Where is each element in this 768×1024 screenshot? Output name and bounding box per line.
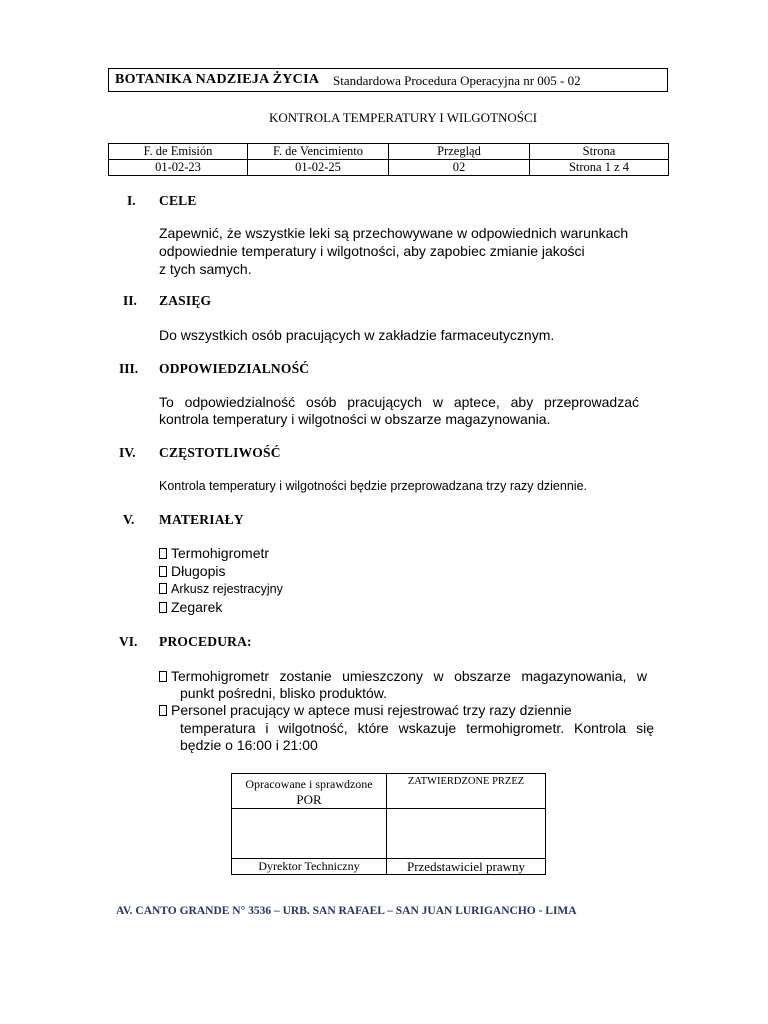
approved-by-cell bbox=[387, 774, 546, 809]
list-item-label: Termohigrometr bbox=[171, 545, 270, 561]
text-line: To odpowiedzialność osób pracujących w aptece, aby przeprowadzać bbox=[159, 394, 639, 410]
section-title-procedure: PROCEDURA: bbox=[159, 634, 252, 649]
checkbox-bullet-icon bbox=[159, 566, 167, 577]
issue-date-header: F. de Emisión bbox=[109, 144, 248, 160]
list-item bbox=[159, 599, 222, 615]
checkbox-bullet-icon bbox=[159, 705, 167, 716]
footer-address: AV. CANTO GRANDE N° 3536 – URB. SAN RAFAEL – SAN JUAN LURIGANCHO - LIMA bbox=[116, 905, 577, 917]
list-item bbox=[159, 582, 283, 596]
revision-header: Przegląd bbox=[389, 144, 530, 160]
procedure-text: Termohigrometr zostanie umieszczony w obszarze magazynowania, w bbox=[171, 668, 647, 684]
section-title-responsibility: ODPOWIEDZIALNOŚĆ bbox=[159, 361, 310, 376]
section-number: VI. bbox=[119, 634, 138, 649]
section-number: II. bbox=[123, 293, 137, 308]
checkbox-bullet-icon bbox=[159, 548, 167, 559]
header-box bbox=[108, 68, 668, 92]
expiry-date-value: 01-02-25 bbox=[248, 160, 389, 176]
checkbox-bullet-icon bbox=[159, 583, 167, 594]
signature-space-row bbox=[232, 809, 546, 859]
info-table-header-row bbox=[109, 144, 669, 160]
text-line: kontrola temperatury i wilgotności w obszarze magazynowania. bbox=[159, 411, 551, 427]
procedure-text: temperatura i wilgotność, które wskazuje termohigrometr. Kontrola się bbox=[180, 720, 654, 736]
text-line: z tych samych. bbox=[159, 261, 252, 277]
legal-representative-label: Przedstawiciel prawny bbox=[387, 859, 546, 875]
section-number: V. bbox=[123, 512, 135, 527]
section-number: I. bbox=[127, 193, 136, 208]
checkbox-bullet-icon bbox=[159, 602, 167, 613]
prepared-by-cell bbox=[232, 774, 387, 809]
prepared-by-label: Opracowane i sprawdzone bbox=[245, 777, 373, 791]
section-title-frequency: CZĘSTOTLIWOŚĆ bbox=[159, 445, 281, 460]
revision-value: 02 bbox=[389, 160, 530, 176]
signature-area-right bbox=[387, 809, 546, 859]
goals-text bbox=[159, 225, 665, 243]
technical-director-label: Dyrektor Techniczny bbox=[232, 859, 387, 875]
list-item bbox=[159, 563, 225, 579]
document-title: KONTROLA TEMPERATURY I WILGOTNOŚCI bbox=[268, 110, 538, 125]
company-name: BOTANIKA NADZIEJA ŻYCIA bbox=[115, 72, 320, 87]
list-item-label: Zegarek bbox=[171, 599, 223, 615]
signature-table bbox=[231, 773, 546, 875]
procedure-step bbox=[159, 702, 572, 718]
prepared-by-sublabel: POR bbox=[296, 792, 322, 807]
signature-area-left bbox=[232, 809, 387, 859]
section-title-goals: CELE bbox=[159, 193, 197, 208]
list-item-label: Długopis bbox=[171, 563, 226, 579]
section-number: III. bbox=[119, 361, 139, 376]
document-info-table bbox=[108, 143, 669, 176]
procedure-text: Personel pracujący w aptece musi rejestrować trzy razy dziennie bbox=[171, 702, 572, 718]
section-title-scope: ZASIĘG bbox=[159, 293, 212, 308]
text-line: Zapewnić, że wszystkie leki są przechowywane w odpowiednich warunkach bbox=[159, 225, 629, 241]
scope-text: Do wszystkich osób pracujących w zakładzie farmaceutycznym. bbox=[159, 327, 555, 343]
procedure-step bbox=[159, 668, 647, 684]
checkbox-bullet-icon bbox=[159, 671, 167, 682]
signature-header-row bbox=[232, 774, 546, 809]
sop-number: Standardowa Procedura Operacyjna nr 005 - 02 bbox=[333, 73, 581, 88]
procedure-text: punkt pośredni, blisko produktów. bbox=[180, 685, 388, 701]
procedure-text: będzie o 16:00 i 21:00 bbox=[180, 737, 318, 753]
page-header: Strona bbox=[530, 144, 669, 160]
frequency-text: Kontrola temperatury i wilgotności będzie przeprowadzana trzy razy dziennie. bbox=[159, 479, 587, 493]
section-number: IV. bbox=[119, 445, 136, 460]
list-item bbox=[159, 545, 269, 561]
signature-footer-row bbox=[232, 859, 546, 875]
approved-by-label: ZATWIERDZONE PRZEZ bbox=[407, 776, 525, 787]
info-table-value-row bbox=[109, 160, 669, 176]
expiry-date-header: F. de Vencimiento bbox=[248, 144, 389, 160]
list-item-label: Arkusz rejestracyjny bbox=[171, 582, 283, 596]
issue-date-value: 01-02-23 bbox=[109, 160, 248, 176]
page-value: Strona 1 z 4 bbox=[530, 160, 669, 176]
section-title-materials: MATERIAŁY bbox=[159, 512, 244, 527]
text-line: odpowiednie temperatury i wilgotności, aby zapobiec zmianie jakości bbox=[159, 243, 585, 259]
